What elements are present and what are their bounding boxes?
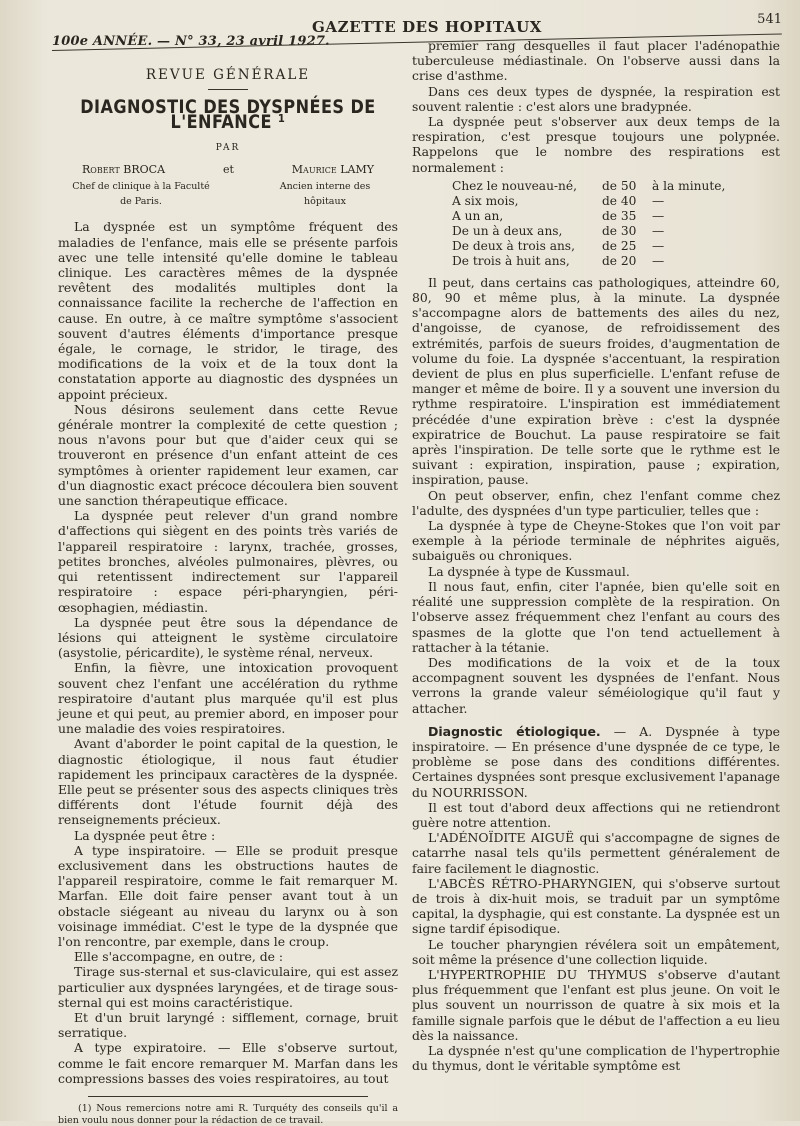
rate-age: De trois à huit ans,: [452, 253, 570, 268]
paragraph: Le toucher pharyngien révélera soit un empâtement, soit même la présence d'une collection liquide.: [412, 936, 780, 967]
paragraph: Enfin, la fièvre, une intoxication provoquent souvent chez l'enfant une accélération du rythme respiratoire d'autant plus marquée qu'il est plus jeune et qui peut, au premier abord, en imposer pour une maladie des voies respiratoires.: [58, 660, 398, 737]
article-title: DIAGNOSTIC DES DYSPNÉES DE L'ENFANCE ¹: [80, 96, 376, 134]
paragraph: Elle s'accompagne, en outre, de :: [74, 949, 284, 965]
rate-row: [452, 239, 780, 254]
paragraph: Tirage sus-sternal et sus-claviculaire, qui est assez particulier aux dyspnées laryngées, et de tirage sous-sternal qui est moins caractéristique.: [58, 964, 398, 1010]
paragraph: La dyspnée à type de Cheyne-Stokes que l'on voit par exemple à la période terminale de néphrites aiguës, subaiguës ou chroniques.: [412, 518, 780, 564]
rate-age: A un an,: [452, 208, 504, 223]
paragraph: La dyspnée n'est qu'une complication de l'hypertrophie du thymus, dont le véritable symptôme est: [412, 1042, 780, 1074]
paragraph: L'ADÉNOÏDITE AIGUË qui s'accompagne de signes de catarrhe nasal tels qu'ils permettent généralement de faire facilement le diagnostic.: [412, 830, 780, 876]
subhead-etiology: Diagnostic étiologique.: [428, 723, 601, 739]
paragraph: La dyspnée est un symptôme fréquent des maladies de l'enfance, mais elle se présente parfois avec une telle intensité qu'elle domine le tableau clinique. Les caractères mêmes de la dyspnée revêtent des modalités multiples dont la connaissance facilite la recherche de l'affection en cause. En outre, à ce maître symptôme s'associent souvent d'autres éléments d'importance presque égale, le cornage, le stridor, le tirage, des modifications de la voix et de la toux dont la constatation apporte au diagnostic des dyspnées un appoint précieux.: [58, 219, 398, 402]
paragraph: L'HYPERTROPHIE DU THYMUS s'observe d'autant plus fréquemment que l'enfant est plus jeune. On voit le plus souvent un nourrisson de quatre à six mois et la famille signale parfois que le début de l'affection a eu lieu dès la naissance.: [412, 966, 780, 1043]
footnote-rule: [88, 1096, 368, 1097]
affiliations: [58, 179, 398, 209]
rate-row: [452, 224, 780, 239]
paragraph: L'ABCÈS RÉTRO-PHARYNGIEN, qui s'observe surtout de trois à dix-huit mois, se traduit par un symptôme capital, la dysphagie, qui est constante. La dyspnée est un signe tardif épisodique.: [412, 875, 780, 937]
page-number: 541: [757, 12, 782, 27]
subhead-rest: — A. Dyspnée à type inspiratoire. — En présence d'une dyspnée de ce type, le problème se pose dans des conditions différentes. Certaines dyspnées sont presque exclusivement l'apanage du NOURRISSON.: [412, 723, 780, 800]
right-body-c: [412, 800, 780, 1074]
rate-value: de 50: [602, 178, 637, 193]
right-body-a: [412, 38, 780, 175]
rate-age: A six mois,: [452, 193, 519, 208]
footnote: (1) Nous remercions notre ami R. Turquéty des conseils qu'il a bien voulu nous donner pour la rédaction de ce travail.: [58, 1103, 398, 1126]
section-divider: [208, 89, 248, 90]
rate-row: [452, 209, 780, 224]
paragraph: A type expiratoire. — Elle s'observe surtout, comme le fait encore remarquer M. Marfan dans les compressions basses des voies respiratoires, au tout: [58, 1040, 398, 1086]
author-separator: et: [222, 162, 234, 176]
paragraph: Des modifications de la voix et de la toux accompagnent souvent les dyspnées de l'enfant. Nous verrons la grande valeur séméiologique qu'il faut y attacher.: [412, 654, 780, 716]
rate-value: de 30: [602, 223, 637, 238]
right-body-b: [412, 275, 780, 716]
byline-par: PAR: [215, 142, 241, 153]
rate-unit: —: [652, 238, 665, 253]
rate-unit: —: [652, 253, 665, 268]
rate-age: Chez le nouveau-né,: [452, 178, 577, 193]
paragraph: Il nous faut, enfin, citer l'apnée, bien qu'elle soit en réalité une suppression complète de la respiration. On l'observe assez fréquemment chez l'enfant au cours des spasmes de la glotte que l'on tend actuellement à rattacher à la tétanie.: [412, 578, 780, 655]
author-2: Maurice LAMY: [291, 162, 374, 176]
rate-value: de 25: [602, 238, 637, 253]
rate-value: de 35: [602, 208, 637, 223]
rate-unit: —: [652, 208, 665, 223]
section-label: REVUE GÉNÉRALE: [145, 67, 311, 83]
rate-row: [452, 179, 780, 194]
rate-row: [452, 194, 780, 209]
rate-unit: à la minute,: [652, 178, 726, 193]
left-column: [58, 62, 398, 1126]
rate-unit: —: [652, 223, 665, 238]
issue-info: 100e ANNÉE. — N° 33, 23 avril 1927.: [52, 34, 330, 49]
author-1-affiliation: Chef de clinique à la Faculté de Paris.: [72, 181, 210, 208]
right-column: [412, 38, 780, 1073]
paragraph: La dyspnée peut être sous la dépendance de lésions qui atteignent le système circulatoire (asystolie, péricardite), le système rénal, nerveux.: [58, 614, 398, 661]
rate-row: [452, 254, 780, 269]
paragraph: Il est tout d'abord deux affections qui ne retiendront guère notre attention.: [412, 799, 780, 830]
paragraph: premier rang desquelles il faut placer l'adénopathie tuberculeuse médiastinale. On l'observe aussi dans la crise d'asthme.: [412, 38, 780, 84]
rate-value: de 20: [602, 253, 637, 268]
authors: [58, 162, 398, 177]
paragraph: La dyspnée peut relever d'un grand nombre d'affections qui siègent en des points très variés de l'appareil respiratoire : larynx, trachée, grosses, petites bronches, alvéoles pulmonaires, plèvres, ou qui retentissent indirectement sur l'appareil respiratoire : espace péri-pharyngien, péri-œsophagien, médiastin.: [58, 508, 398, 615]
paragraph: Avant d'aborder le point capital de la question, le diagnostic étiologique, il nous faut étudier rapidement les principaux caractères de la dyspnée. Elle peut se présenter sous des aspects cliniques très différents dont l'étude fournit déjà des renseignements précieux.: [58, 736, 398, 828]
rate-unit: —: [652, 193, 665, 208]
rate-age: De deux à trois ans,: [452, 238, 575, 253]
journal-title: GAZETTE DES HOPITAUX: [312, 18, 543, 36]
paragraph: A type inspiratoire. — Elle se produit presque exclusivement dans les obstructions hautes de l'appareil respiratoire, comme le fait remarquer M. Marfan. Elle doit faire penser avant tout à un obstacle siégeant au niveau du larynx ou à son voisinage immédiat. C'est le type de la dyspnée que l'on rencontre, par exemple, dans le croup.: [58, 842, 398, 949]
paragraph: On peut observer, enfin, chez l'enfant comme chez l'adulte, des dyspnées d'un type particulier, telles que :: [412, 487, 780, 518]
paragraph: Nous désirons seulement dans cette Revue générale montrer la complexité de cette question ; nous n'avons pour but que d'aider ceux qui se trouveront en présence d'un enfant atteint de ces symptômes à orienter rapidement leur examen, car d'un diagnostic exact précoce découlera bien souvent une sanction thérapeutique efficace.: [58, 401, 398, 509]
rate-age: De un à deux ans,: [452, 223, 563, 238]
author-1: Robert BROCA: [82, 162, 166, 176]
paragraph: La dyspnée à type de Kussmaul.: [428, 563, 630, 579]
respiration-rate-table: [452, 179, 780, 269]
paragraph: Dans ces deux types de dyspnée, la respiration est souvent ralentie : c'est alors une bradypnée.: [412, 83, 780, 114]
paragraph: Il peut, dans certains cas pathologiques, atteindre 60, 80, 90 et même plus, à la minute. La dyspnée s'accompagne alors de battements des ailes du nez, d'angoisse, de cyanose, de refroidissement des extrémités, parfois de sueurs froides, d'augmentation de volume du foie. La dyspnée s'accentuant, la respiration devient de plus en plus superficielle. L'enfant refuse de manger et même de boire. Il y a souvent une inversion du rythme respiratoire. L'inspiration est immédiatement précédée d'une expiration brève : c'est la dyspnée expiratrice de Bouchut. La pause respiratoire se fait après l'inspiration. De telle sorte que le rythme est le suivant : expiration, inspiration, pause ; expiration, inspiration, pause.: [412, 274, 780, 488]
paragraph: La dyspnée peut être :: [74, 827, 216, 843]
etiology-paragraph: [412, 724, 780, 800]
paragraph: La dyspnée peut s'observer aux deux temps de la respiration, c'est presque toujours une polypnée. Rappelons que le nombre des respirations est normalement :: [412, 114, 780, 175]
paragraph: Et d'un bruit laryngé : sifflement, cornage, bruit serratique.: [58, 1009, 398, 1041]
rate-value: de 40: [602, 193, 637, 208]
left-body: [58, 219, 398, 1086]
author-2-affiliation: Ancien interne des hôpitaux: [279, 181, 371, 208]
